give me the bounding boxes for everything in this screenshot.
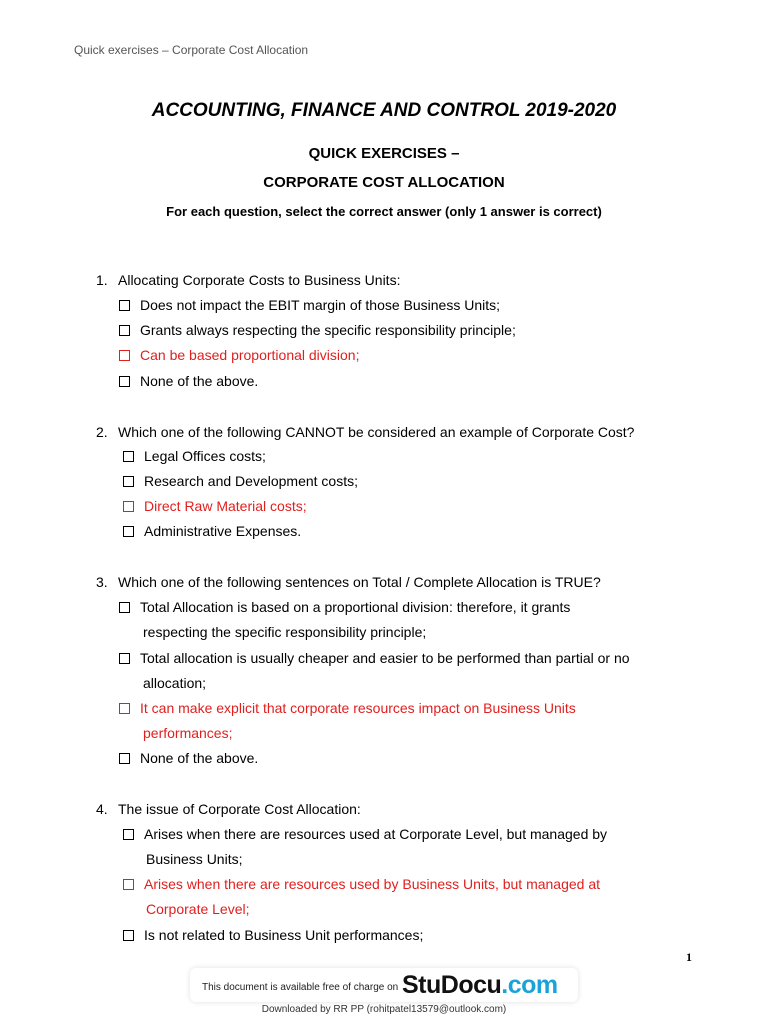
- instructions: For each question, select the correct answer (only 1 answer is correct): [166, 204, 602, 219]
- option-text: Legal Offices costs;: [144, 448, 266, 464]
- running-header: Quick exercises – Corporate Cost Allocation: [74, 43, 309, 57]
- checkbox-icon[interactable]: [123, 930, 134, 941]
- checkbox-icon[interactable]: [123, 451, 134, 462]
- question-3: [96, 574, 601, 590]
- checkbox-icon[interactable]: [123, 526, 134, 537]
- studocu-logo[interactable]: StuDocu.com: [402, 971, 558, 999]
- option-3b[interactable]: [119, 650, 630, 666]
- option-3a[interactable]: [119, 599, 570, 615]
- checkbox-icon[interactable]: [119, 753, 130, 764]
- checkbox-icon[interactable]: [123, 476, 134, 487]
- option-text: It can make explicit that corporate resources impact on Business Units: [140, 700, 576, 716]
- checkbox-icon[interactable]: [119, 325, 130, 336]
- option-text: None of the above.: [140, 750, 259, 766]
- option-text: Is not related to Business Unit performances;: [144, 927, 424, 943]
- checkbox-icon[interactable]: [119, 300, 130, 311]
- option-text: Grants always respecting the specific responsibility principle;: [140, 322, 516, 338]
- subtitle-topic: CORPORATE COST ALLOCATION: [263, 174, 505, 191]
- option-text: Does not impact the EBIT margin of those Business Units;: [140, 297, 501, 313]
- option-1c-correct[interactable]: [119, 347, 359, 363]
- option-1b[interactable]: [119, 322, 516, 338]
- option-2d[interactable]: [123, 523, 301, 539]
- option-2c-correct[interactable]: [123, 498, 307, 514]
- download-notice: Downloaded by RR PP (rohitpatel13579@outlook.com): [261, 1004, 507, 1015]
- option-text: Arises when there are resources used by Business Units, but managed at: [144, 876, 601, 892]
- checkbox-icon[interactable]: [119, 376, 130, 387]
- option-3b-continued: allocation;: [143, 675, 207, 691]
- checkbox-icon[interactable]: [123, 501, 134, 512]
- option-3a-continued: respecting the specific responsibility principle;: [143, 624, 427, 640]
- question-number: 4.: [96, 801, 108, 817]
- option-2b[interactable]: [123, 473, 358, 489]
- subtitle-quick-exercises: QUICK EXERCISES –: [308, 145, 460, 162]
- option-text: Arises when there are resources used at Corporate Level, but managed by: [144, 826, 608, 842]
- option-text: None of the above.: [140, 373, 259, 389]
- question-number: 2.: [96, 424, 108, 440]
- question-text: Which one of the following CANNOT be considered an example of Corporate Cost?: [118, 424, 635, 440]
- option-4b-continued: Corporate Level;: [146, 901, 250, 917]
- page-number: 1: [686, 950, 692, 964]
- question-4: [96, 801, 361, 817]
- document-title: ACCOUNTING, FINANCE AND CONTROL 2019-2020: [151, 100, 617, 121]
- option-3c-continued: performances;: [143, 725, 233, 741]
- option-text: Research and Development costs;: [144, 473, 358, 489]
- option-4a-continued: Business Units;: [146, 851, 243, 867]
- checkbox-icon[interactable]: [119, 703, 130, 714]
- checkbox-icon[interactable]: [119, 350, 130, 361]
- option-text: Total allocation is usually cheaper and easier to be performed than partial or no: [140, 650, 630, 666]
- checkbox-icon[interactable]: [123, 829, 134, 840]
- checkbox-icon[interactable]: [119, 653, 130, 664]
- option-text: Can be based proportional division;: [140, 347, 360, 363]
- question-text: Allocating Corporate Costs to Business Units:: [118, 272, 401, 288]
- option-3d[interactable]: [119, 750, 258, 766]
- question-number: 1.: [96, 272, 108, 288]
- option-text: Total Allocation is based on a proportional division: therefore, it grants: [140, 599, 571, 615]
- question-2: [96, 424, 634, 440]
- option-1a[interactable]: [119, 297, 500, 313]
- question-text: Which one of the following sentences on Total / Complete Allocation is TRUE?: [118, 574, 601, 590]
- question-text: The issue of Corporate Cost Allocation:: [118, 801, 361, 817]
- option-4b-correct[interactable]: [123, 876, 600, 892]
- option-4c[interactable]: [123, 927, 423, 943]
- option-1d[interactable]: [119, 373, 258, 389]
- question-1: [96, 272, 400, 288]
- studocu-banner[interactable]: [190, 968, 578, 1002]
- question-number: 3.: [96, 574, 108, 590]
- banner-text: This document is available free of charge on: [202, 982, 399, 993]
- option-2a[interactable]: [123, 448, 266, 464]
- option-text: Direct Raw Material costs;: [144, 498, 307, 514]
- option-4a[interactable]: [123, 826, 607, 842]
- checkbox-icon[interactable]: [123, 879, 134, 890]
- option-3c-correct[interactable]: [119, 700, 576, 716]
- option-text: Administrative Expenses.: [144, 523, 302, 539]
- checkbox-icon[interactable]: [119, 602, 130, 613]
